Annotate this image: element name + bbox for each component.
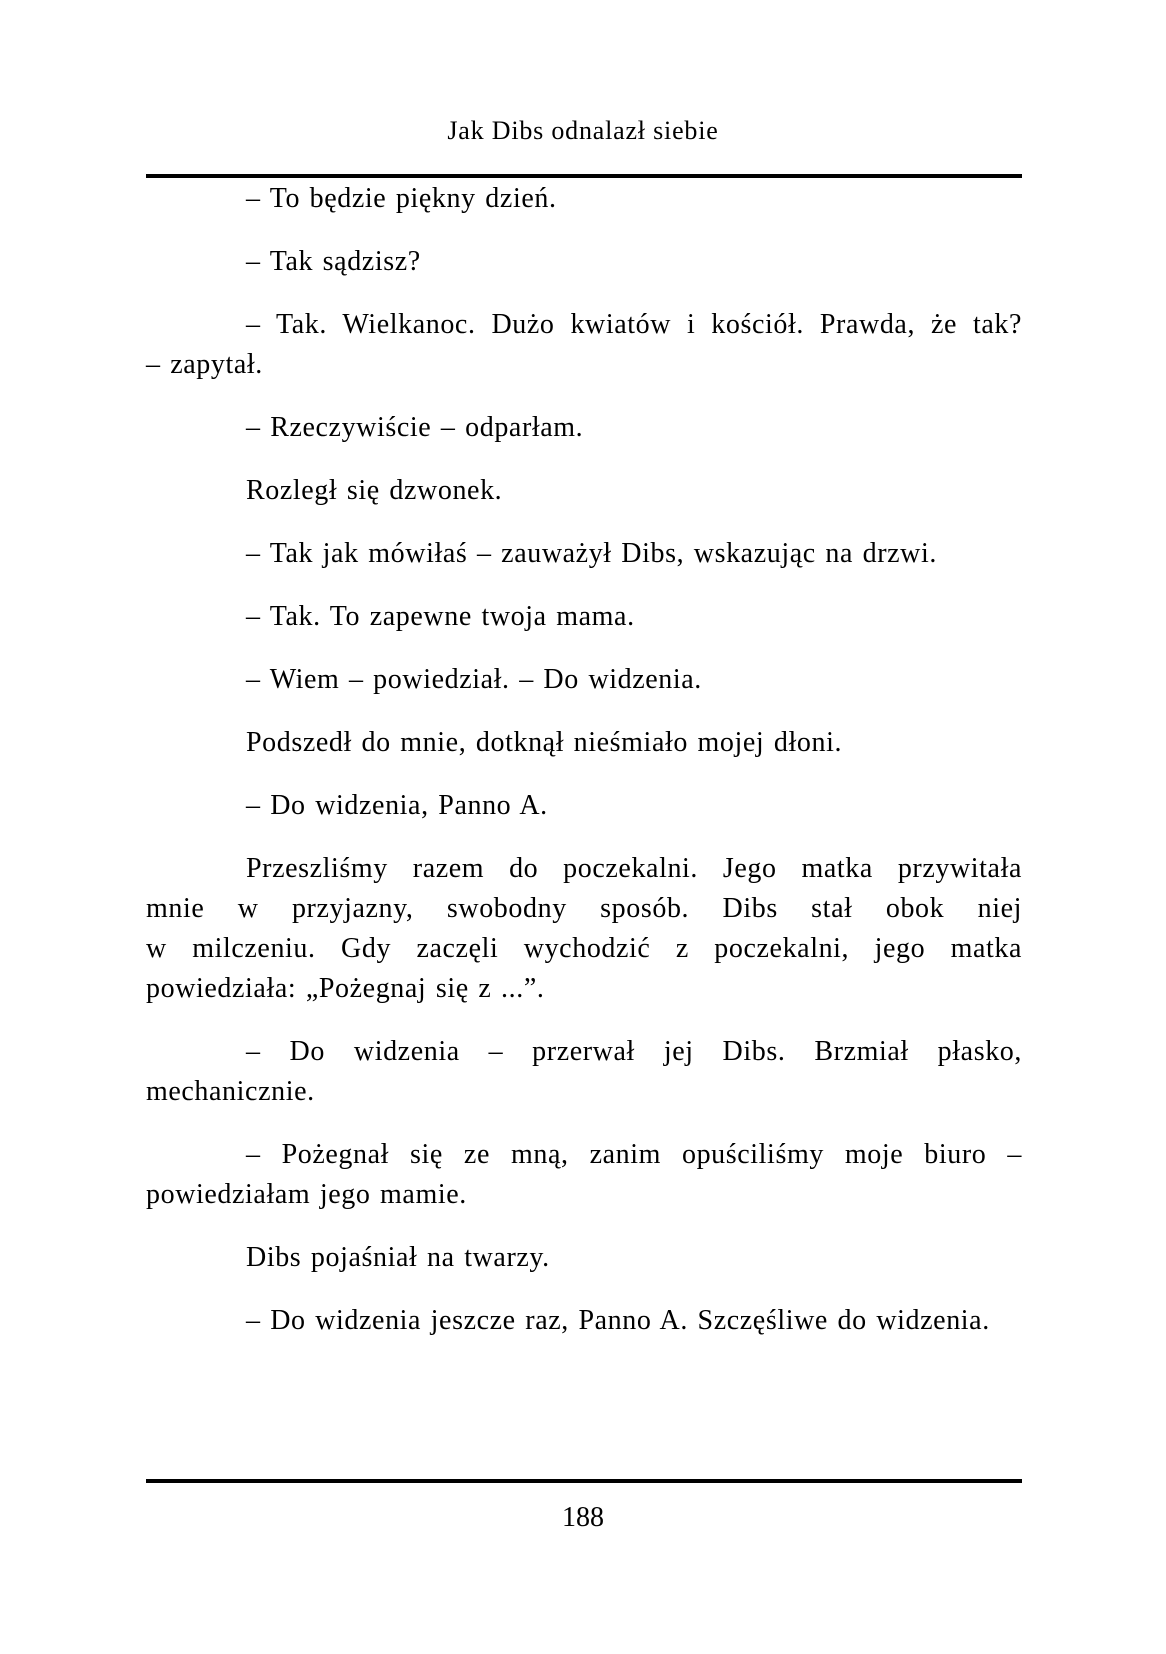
paragraph <box>146 471 1022 511</box>
text-line: Podszedł do mnie, dotknął nieśmiało mojej dłoni. <box>246 727 843 758</box>
paragraph <box>146 534 1022 574</box>
paragraph <box>146 849 1022 1009</box>
footer-rule <box>146 1479 1022 1483</box>
text-line: – Pożegnał się ze mną, zanim opuściliśmy moje biuro – <box>246 1139 1022 1170</box>
text-line: mnie w przyjazny, swobodny sposób. Dibs stał obok niej <box>146 893 1022 924</box>
paragraph <box>146 179 1022 219</box>
text-line: Dibs pojaśniał na twarzy. <box>246 1242 550 1273</box>
text-line: powiedziała: „Pożegnaj się z ...”. <box>146 973 545 1004</box>
paragraph <box>146 242 1022 282</box>
body-text <box>146 179 1022 1364</box>
paragraph <box>146 597 1022 637</box>
paragraph <box>146 723 1022 763</box>
text-line: – Tak sądzisz? <box>246 246 421 277</box>
paragraph <box>146 1238 1022 1278</box>
paragraph <box>146 1032 1022 1112</box>
text-line: – zapytał. <box>146 349 263 380</box>
text-line: – Do widzenia jeszcze raz, Panno A. Szczęśliwe do widzenia. <box>246 1305 990 1336</box>
text-line: Przeszliśmy razem do poczekalni. Jego matka przywitała <box>246 853 1022 884</box>
paragraph <box>146 786 1022 826</box>
paragraph <box>146 660 1022 700</box>
text-line: – Tak jak mówiłaś – zauważył Dibs, wskazując na drzwi. <box>246 538 937 569</box>
paragraph <box>146 408 1022 448</box>
text-line: – To będzie piękny dzień. <box>246 183 557 214</box>
paragraph <box>146 305 1022 385</box>
text-line: mechanicznie. <box>146 1076 315 1107</box>
text-line: – Tak. To zapewne twoja mama. <box>246 601 635 632</box>
text-line: Rozległ się dzwonek. <box>246 475 503 506</box>
running-head-title: Jak Dibs odnalazł siebie <box>447 116 719 145</box>
header-rule <box>146 174 1022 178</box>
text-line: – Wiem – powiedział. – Do widzenia. <box>246 664 702 695</box>
text-line: – Tak. Wielkanoc. Dużo kwiatów i kościół. Prawda, że tak? <box>246 309 1022 340</box>
text-line: w milczeniu. Gdy zaczęli wychodzić z poczekalni, jego matka <box>146 933 1022 964</box>
paragraph <box>146 1135 1022 1215</box>
paragraph <box>146 1301 1022 1341</box>
page-number: 188 <box>562 1502 604 1533</box>
text-line: – Rzeczywiście – odparłam. <box>246 412 584 443</box>
text-line: – Do widzenia – przerwał jej Dibs. Brzmiał płasko, <box>246 1036 1022 1067</box>
text-line: – Do widzenia, Panno A. <box>246 790 548 821</box>
text-line: powiedziałam jego mamie. <box>146 1179 467 1210</box>
